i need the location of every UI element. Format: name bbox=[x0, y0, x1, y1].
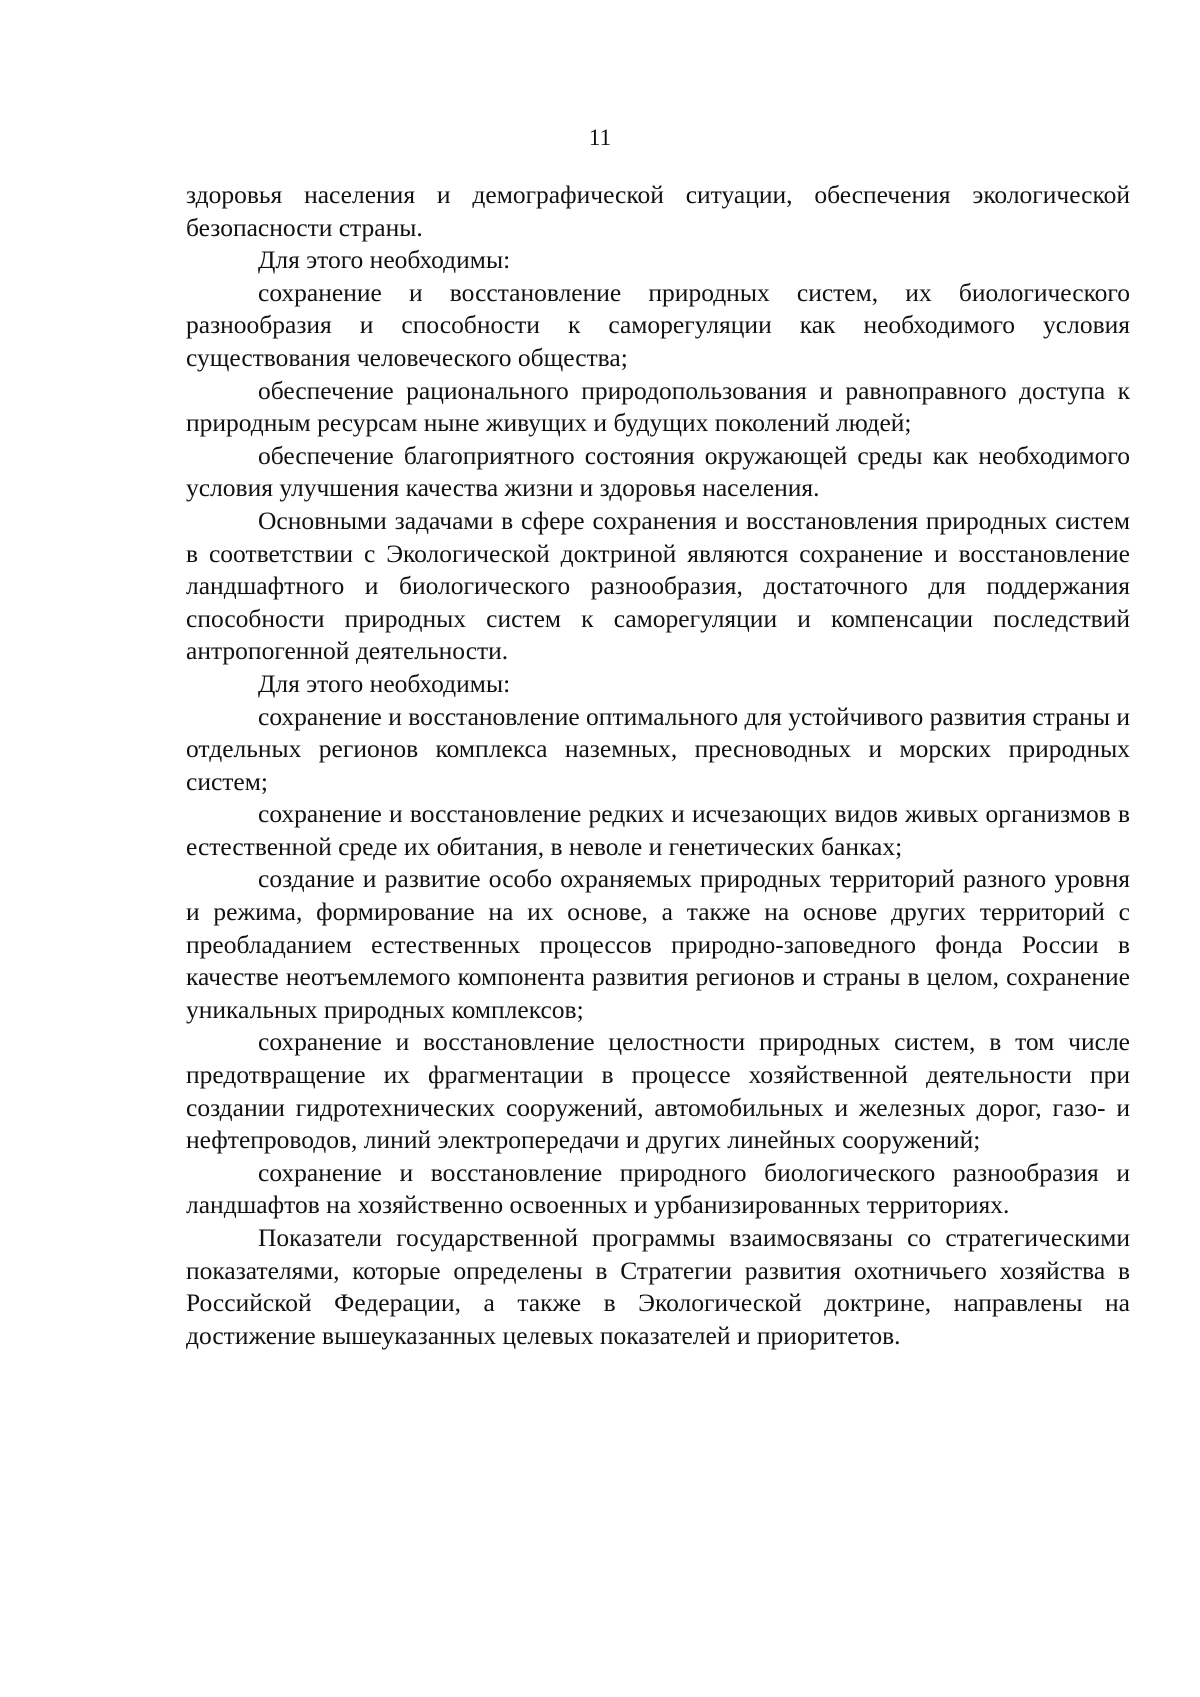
paragraph: сохранение и восстановление оптимального для устойчивого развития страны и отдельных регионов комплекса наземных, пресноводных и морских природных систем; bbox=[186, 701, 1130, 796]
paragraph: сохранение и восстановление природного биологического разнообразия и ландшафтов на хозяйственно освоенных и урбанизированных территориях. bbox=[186, 1157, 1130, 1220]
paragraph: Показатели государственной программы взаимосвязаны со стратегическими показателями, которые определены в Стратегии развития охотничьего хозяйства в Российской Федерации, а также в Экологической доктрине, направлены на достижение вышеуказанных целевых показателей и приоритетов. bbox=[186, 1223, 1130, 1350]
paragraph: создание и развитие особо охраняемых природных территорий разного уровня и режима, формирование на их основе, а также на основе других территорий с преобладанием естественных процессов природно-заповедного фонда России в качестве неотъемлемого компонента развития регионов и страны в целом, сохранение уникальных природных комплексов; bbox=[186, 864, 1130, 1024]
paragraph: Для этого необходимы: bbox=[258, 668, 511, 698]
paragraph: Основными задачами в сфере сохранения и восстановления природных систем в соответствии с Экологической доктриной являются сохранение и восстановление ландшафтного и биологического разнообразия, достаточного для поддержания способности природных систем к саморегуляции и компенсации последствий антропогенной деятельности. bbox=[186, 505, 1130, 666]
paragraph: обеспечение рационального природопользования и равноправного доступа к природным ресурсам ныне живущих и будущих поколений людей; bbox=[186, 375, 1130, 438]
paragraph: обеспечение благоприятного состояния окружающей среды как необходимого условия улучшения качества жизни и здоровья населения. bbox=[186, 440, 1130, 503]
paragraph: сохранение и восстановление редких и исчезающих видов живых организмов в естественной среде их обитания, в неволе и генетических банках; bbox=[186, 799, 1130, 861]
paragraph: сохранение и восстановление природных систем, их биологического разнообразия и способности к саморегуляции как необходимого условия существования человеческого общества; bbox=[186, 277, 1130, 372]
paragraph: Для этого необходимы: bbox=[258, 245, 511, 275]
document-body bbox=[186, 179, 1130, 1352]
paragraph: здоровья населения и демографической ситуации, обеспечения экологической безопасности страны. bbox=[186, 180, 1130, 242]
paragraph: сохранение и восстановление целостности природных систем, в том числе предотвращение их фрагментации в процессе хозяйственной деятельности при создании гидротехнических сооружений, автомобильных и железных дорог, газо- и нефтепроводов, линий электропередачи и других линейных сооружений; bbox=[186, 1027, 1130, 1155]
page-number: 11 bbox=[588, 125, 612, 150]
